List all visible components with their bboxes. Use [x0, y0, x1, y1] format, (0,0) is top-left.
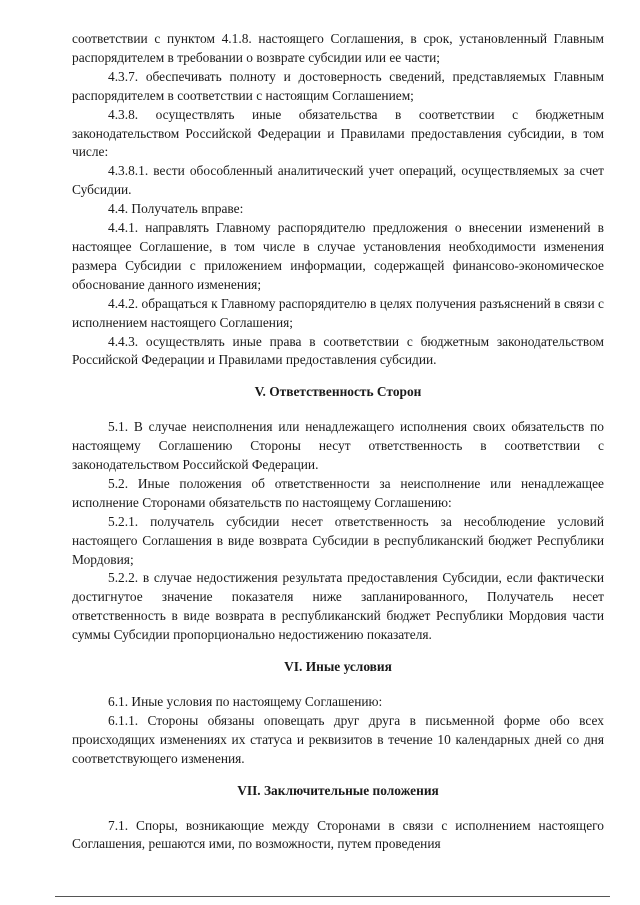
paragraph-4-4-2: 4.4.2. обращаться к Главному распорядителю в целях получения разъяснений в связи с исполнением настоящего Соглашения; — [72, 295, 604, 330]
paragraph-4-4-1: 4.4.1. направлять Главному распорядителю предложения о внесении изменений в настоящее Соглашение, в том числе в случае установления необходимости изменения размера Субсидии с приложением информации, содержащей финансово-экономическое обоснование данного изменения; — [72, 220, 604, 292]
paragraph-5-2-1: 5.2.1. получатель субсидии несет ответственность за несоблюдение условий настоящего Соглашения в виде возврата Субсидии в республиканский бюджет Республики Мордовия; — [72, 513, 604, 567]
paragraph-7-1: 7.1. Споры, возникающие между Сторонами в связи с исполнением настоящего Соглашения, решаются ими, по возможности, путем проведения — [72, 817, 604, 852]
document-page — [72, 30, 604, 854]
paragraph-4-3-7: 4.3.7. обеспечивать полноту и достоверность сведений, представляемых Главным распорядителем в соответствии с настоящим Соглашением; — [72, 68, 604, 103]
paragraph-5-2-2: 5.2.2. в случае недостижения результата предоставления Субсидии, если фактически достигнутое значение показателя ниже запланированного, Получатель несет ответственность в виде возврата в республиканский бюджет Республики Мордовия части суммы Субсидии пропорционально недостижению показателя. — [72, 570, 604, 643]
section-heading-5: V. Ответственность Сторон — [254, 384, 422, 400]
paragraph-4-4: 4.4. Получатель вправе: — [108, 201, 244, 217]
paragraph-5-2: 5.2. Иные положения об ответственности за неисполнение или ненадлежащее исполнение Сторонами обязательств по настоящему Соглашению: — [72, 475, 604, 510]
paragraph-continuation: соответствии с пунктом 4.1.8. настоящего Соглашения, в срок, установленный Главным распорядителем в требовании о возврате субсидии или ее части; — [72, 31, 604, 65]
paragraph-4-3-8: 4.3.8. осуществлять иные обязательства в соответствии с бюджетным законодательством Российской Федерации и Правилами предоставления субсидии, в том числе: — [72, 106, 604, 160]
section-heading-7: VII. Заключительные положения — [237, 782, 439, 798]
paragraph-6-1-1: 6.1.1. Стороны обязаны оповещать друг друга в письменной форме обо всех происходящих изменениях их статуса и реквизитов в течение 10 календарных дней со дня соответствующего изменения. — [72, 712, 604, 766]
section-heading-6: VI. Иные условия — [284, 659, 392, 675]
paragraph-4-3-8-1: 4.3.8.1. вести обособленный аналитический учет операций, осуществляемых за счет Субсидии. — [72, 163, 604, 198]
paragraph-4-4-3: 4.4.3. осуществлять иные права в соответствии с бюджетным законодательством Российской Федерации и Правилами предоставления субсидии. — [72, 333, 604, 368]
paragraph-5-1: 5.1. В случае неисполнения или ненадлежащего исполнения своих обязательств по настоящему Соглашению Стороны несут ответственность в соответствии с законодательством Российской Федерации. — [72, 419, 604, 473]
paragraph-6-1: 6.1. Иные условия по настоящему Соглашению: — [108, 694, 383, 709]
page-bottom-rule — [55, 896, 610, 897]
